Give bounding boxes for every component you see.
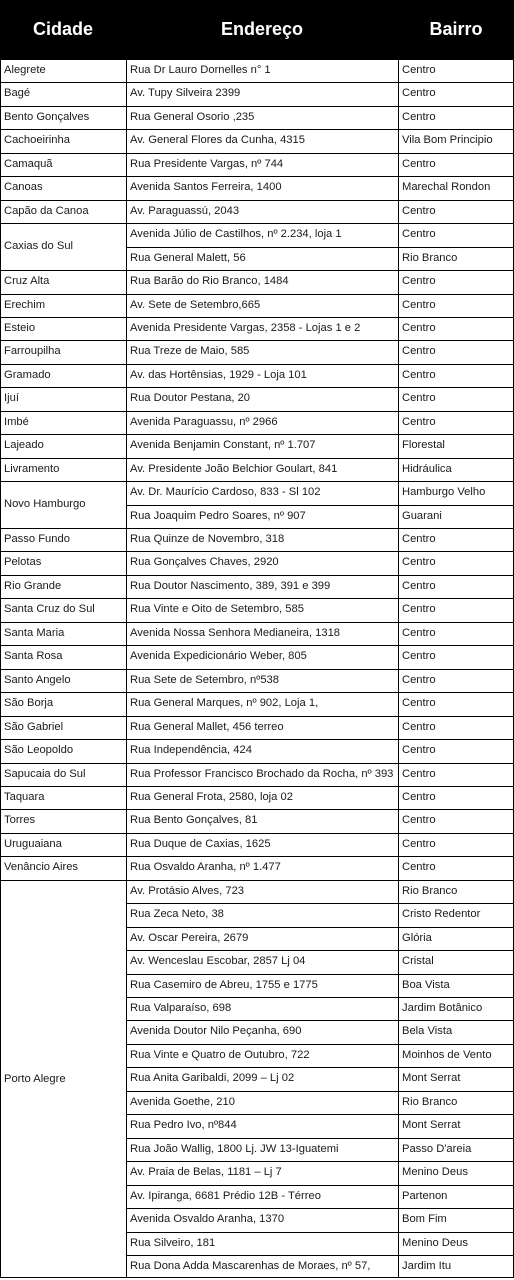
row-divider: [126, 1091, 514, 1092]
row-divider: [126, 950, 514, 951]
row-divider: [0, 856, 514, 857]
address-cell: Rua Doutor Nascimento, 389, 391 e 399: [130, 579, 331, 592]
address-cell: Avenida Paraguassu, nº 2966: [130, 415, 278, 428]
address-cell: Rua Sete de Setembro, nº538: [130, 673, 279, 686]
bairro-cell: Marechal Rondon: [402, 181, 491, 194]
address-cell: Rua General Marques, nº 902, Loja 1,: [130, 697, 319, 710]
city-cell: Capão da Canoa: [4, 204, 89, 217]
city-cell: São Leopoldo: [4, 744, 74, 757]
row-divider: [0, 59, 514, 60]
header-endereco: Endereço: [126, 0, 398, 59]
row-divider: [0, 200, 514, 201]
city-cell: Gramado: [4, 368, 51, 381]
bairro-cell: Glória: [402, 931, 432, 944]
city-cell: Santo Angelo: [4, 673, 71, 686]
row-divider: [126, 997, 514, 998]
address-cell: Av. das Hortênsias, 1929 - Loja 101: [130, 368, 307, 381]
bairro-cell: Passo D'areia: [402, 1142, 472, 1155]
city-cell: Bagé: [4, 87, 31, 100]
row-divider: [126, 903, 514, 904]
bairro-cell: Centro: [402, 228, 436, 241]
row-divider: [0, 1277, 514, 1278]
bairro-cell: Centro: [402, 345, 436, 358]
row-divider: [126, 1138, 514, 1139]
bairro-cell: Centro: [402, 64, 436, 76]
city-cell: Lajeado: [4, 439, 44, 452]
city-cell: Ijuí: [4, 392, 19, 405]
city-cell: Farroupilha: [4, 345, 61, 358]
address-cell: Avenida Benjamin Constant, nº 1.707: [130, 439, 316, 452]
row-divider: [126, 1161, 514, 1162]
address-cell: Av. Oscar Pereira, 2679: [130, 931, 249, 944]
address-cell: Rua Osvaldo Aranha, nº 1.477: [130, 861, 281, 874]
header-cidade: Cidade: [0, 0, 126, 59]
address-cell: Avenida Osvaldo Aranha, 1370: [130, 1213, 285, 1226]
row-divider: [126, 1114, 514, 1115]
address-cell: Avenida Expedicionário Weber, 805: [130, 650, 307, 663]
city-cell: Porto Alegre: [4, 1072, 66, 1085]
row-divider: [126, 247, 514, 248]
row-divider: [126, 1232, 514, 1233]
city-cell: Novo Hamburgo: [4, 498, 86, 511]
bairro-cell: Menino Deus: [402, 1236, 468, 1249]
row-divider: [0, 129, 514, 130]
row-divider: [0, 340, 514, 341]
city-cell: Santa Maria: [4, 626, 65, 639]
row-divider: [0, 786, 514, 787]
bairro-cell: Centro: [402, 720, 436, 733]
bairro-cell: Centro: [402, 87, 436, 100]
address-cell: Av. Presidente João Belchior Goulart, 841: [130, 462, 338, 475]
address-cell: Av. Paraguassú, 2043: [130, 204, 240, 217]
bairro-cell: Cristal: [402, 955, 434, 968]
city-cell: Passo Fundo: [4, 533, 70, 545]
row-divider: [0, 880, 514, 881]
address-cell: Rua Dona Adda Mascarenhas de Moraes, nº 57,: [130, 1259, 371, 1272]
bairro-cell: Centro: [402, 110, 436, 123]
address-cell: Rua Treze de Maio, 585: [130, 345, 250, 358]
bairro-cell: Centro: [402, 767, 436, 780]
row-divider: [0, 270, 514, 271]
row-divider: [0, 411, 514, 412]
row-divider: [0, 106, 514, 107]
bairro-cell: Centro: [402, 790, 436, 803]
row-divider: [0, 598, 514, 599]
address-cell: Rua Vinte e Quatro de Outubro, 722: [130, 1048, 310, 1061]
bairro-cell: Bom Fim: [402, 1213, 447, 1226]
bairro-cell: Menino Deus: [402, 1166, 468, 1179]
bairro-cell: Boa Vista: [402, 978, 450, 991]
address-cell: Avenida Santos Ferreira, 1400: [130, 181, 282, 194]
city-cell: Venâncio Aires: [4, 861, 79, 874]
row-divider: [0, 528, 514, 529]
address-cell: Avenida Presidente Vargas, 2358 - Lojas 1 e 2: [130, 321, 361, 334]
address-cell: Avenida Júlio de Castilhos, nº 2.234, loja 1: [130, 228, 342, 241]
bairro-cell: Jardim Itu: [402, 1259, 452, 1272]
city-cell: Caxias do Sul: [4, 240, 74, 253]
bairro-cell: Centro: [402, 275, 436, 288]
header-bairro: Bairro: [398, 0, 514, 59]
city-cell: São Borja: [4, 697, 54, 710]
city-cell: Erechim: [4, 298, 46, 311]
row-divider: [0, 739, 514, 740]
city-cell: Pelotas: [4, 556, 42, 569]
row-divider: [126, 505, 514, 506]
city-cell: Torres: [4, 814, 36, 827]
bairro-cell: Guarani: [402, 509, 442, 522]
row-divider: [126, 1067, 514, 1068]
bairro-cell: Bela Vista: [402, 1025, 453, 1038]
address-cell: Av. Sete de Setembro,665: [130, 298, 261, 311]
city-cell: Livramento: [4, 462, 60, 475]
address-cell: Rua Valparaíso, 698: [130, 1002, 232, 1014]
city-cell: São Gabriel: [4, 720, 64, 733]
bairro-cell: Centro: [402, 157, 436, 170]
bairro-cell: Centro: [402, 837, 436, 850]
address-cell: Rua João Wallig, 1800 Lj. JW 13-Iguatemi: [130, 1142, 339, 1155]
row-divider: [0, 833, 514, 834]
bairro-cell: Centro: [402, 673, 436, 686]
bairro-cell: Centro: [402, 603, 436, 616]
address-cell: Rua Doutor Pestana, 20: [130, 392, 251, 405]
bairro-cell: Centro: [402, 298, 436, 311]
address-cell: Av. General Flores da Cunha, 4315: [130, 134, 305, 147]
row-divider: [0, 551, 514, 552]
bairro-cell: Centro: [402, 415, 436, 428]
bairro-cell: Centro: [402, 204, 436, 217]
city-cell: Imbé: [4, 415, 29, 428]
city-cell: Bento Gonçalves: [4, 110, 90, 123]
row-divider: [0, 364, 514, 365]
bairro-cell: Centro: [402, 814, 436, 827]
city-cell: Esteio: [4, 321, 36, 334]
city-cell: Taquara: [4, 790, 45, 803]
address-cell: Rua General Osorio ,235: [130, 110, 255, 123]
row-divider: [126, 1208, 514, 1209]
bairro-cell: Mont Serrat: [402, 1119, 461, 1132]
bairro-cell: Centro: [402, 744, 436, 757]
address-cell: Rua Pedro Ivo, nº844: [130, 1119, 237, 1132]
bairro-cell: Mont Serrat: [402, 1072, 461, 1085]
bairro-cell: Rio Branco: [402, 884, 458, 897]
address-cell: Av. Praia de Belas, 1181 – Lj 7: [130, 1166, 282, 1179]
row-divider: [0, 645, 514, 646]
address-cell: Av. Protásio Alves, 723: [130, 884, 245, 897]
bairro-cell: Hidráulica: [402, 462, 452, 475]
address-cell: Av. Tupy Silveira 2399: [130, 87, 241, 100]
row-divider: [126, 1255, 514, 1256]
address-cell: Rua Anita Garibaldi, 2099 – Lj 02: [130, 1072, 295, 1085]
city-cell: Santa Cruz do Sul: [4, 603, 95, 616]
row-divider: [0, 223, 514, 224]
row-divider: [0, 294, 514, 295]
bairro-cell: Hamburgo Velho: [402, 486, 486, 499]
row-divider: [0, 434, 514, 435]
address-cell: Rua General Frota, 2580, loja 02: [130, 790, 293, 803]
bairro-cell: Florestal: [402, 439, 445, 452]
row-divider: [0, 176, 514, 177]
city-cell: Santa Rosa: [4, 650, 63, 663]
address-cell: Av. Wenceslau Escobar, 2857 Lj 04: [130, 955, 306, 968]
city-cell: Sapucaia do Sul: [4, 767, 86, 780]
address-cell: Av. Dr. Maurício Cardoso, 833 - Sl 102: [130, 486, 321, 499]
bairro-cell: Centro: [402, 556, 436, 569]
column-divider: [0, 0, 1, 1278]
row-divider: [126, 1185, 514, 1186]
row-divider: [126, 974, 514, 975]
address-cell: Rua Independência, 424: [130, 744, 252, 757]
address-cell: Rua Duque de Caxias, 1625: [130, 837, 271, 850]
address-cell: Rua Barão do Rio Branco, 1484: [130, 275, 289, 288]
row-divider: [126, 927, 514, 928]
row-divider: [0, 153, 514, 154]
row-divider: [0, 575, 514, 576]
row-divider: [0, 458, 514, 459]
bairro-cell: Centro: [402, 579, 436, 592]
row-divider: [0, 809, 514, 810]
city-cell: Rio Grande: [4, 579, 62, 592]
address-cell: Rua Professor Francisco Brochado da Rocha, nº 393: [130, 767, 394, 780]
row-divider: [126, 1044, 514, 1045]
address-cell: Rua Joaquim Pedro Soares, nº 907: [130, 509, 306, 522]
bairro-cell: Centro: [402, 861, 436, 874]
address-cell: Avenida Goethe, 210: [130, 1095, 235, 1108]
city-cell: Alegrete: [4, 64, 46, 76]
row-divider: [0, 622, 514, 623]
address-cell: Rua Quinze de Novembro, 318: [130, 533, 285, 545]
row-divider: [0, 692, 514, 693]
bairro-cell: Centro: [402, 392, 436, 405]
city-cell: Cruz Alta: [4, 275, 50, 288]
address-cell: Rua General Mallet, 456 terreo: [130, 720, 284, 733]
bairro-cell: Cristo Redentor: [402, 908, 481, 921]
bairro-cell: Centro: [402, 697, 436, 710]
bairro-cell: Rio Branco: [402, 251, 458, 264]
row-divider: [0, 763, 514, 764]
bairro-cell: Centro: [402, 533, 436, 545]
address-cell: Rua Silveiro, 181: [130, 1236, 216, 1249]
address-cell: Rua Zeca Neto, 38: [130, 908, 224, 921]
row-divider: [0, 669, 514, 670]
row-divider: [0, 387, 514, 388]
bairro-cell: Rio Branco: [402, 1095, 458, 1108]
column-divider: [126, 0, 127, 1278]
address-cell: Rua Presidente Vargas, nº 744: [130, 157, 284, 170]
bairro-cell: Jardim Botânico: [402, 1002, 483, 1014]
row-divider: [0, 82, 514, 83]
row-divider: [0, 317, 514, 318]
bairro-cell: Centro: [402, 650, 436, 663]
address-cell: Rua Dr Lauro Dornelles n° 1: [130, 64, 271, 76]
address-cell: Rua General Malett, 56: [130, 251, 246, 264]
city-cell: Canoas: [4, 181, 43, 194]
address-cell: Rua Vinte e Oito de Setembro, 585: [130, 603, 304, 616]
address-cell: Avenida Nossa Senhora Medianeira, 1318: [130, 626, 341, 639]
bairro-cell: Centro: [402, 368, 436, 381]
city-cell: Cachoeirinha: [4, 134, 70, 147]
row-divider: [0, 481, 514, 482]
row-divider: [126, 1020, 514, 1021]
address-cell: Rua Bento Gonçalves, 81: [130, 814, 258, 827]
row-divider: [0, 716, 514, 717]
city-cell: Uruguaiana: [4, 837, 62, 850]
address-cell: Rua Gonçalves Chaves, 2920: [130, 556, 279, 569]
bairro-cell: Moinhos de Vento: [402, 1048, 492, 1061]
bairro-cell: Centro: [402, 321, 436, 334]
bairro-cell: Vila Bom Principio: [402, 134, 493, 147]
bairro-cell: Centro: [402, 626, 436, 639]
address-cell: Rua Casemiro de Abreu, 1755 e 1775: [130, 978, 318, 991]
bairro-cell: Partenon: [402, 1189, 448, 1202]
address-cell: Av. Ipiranga, 6681 Prédio 12B - Térreo: [130, 1189, 321, 1202]
city-cell: Camaquã: [4, 157, 53, 170]
column-divider: [398, 0, 399, 1278]
address-cell: Avenida Doutor Nilo Peçanha, 690: [130, 1025, 302, 1038]
